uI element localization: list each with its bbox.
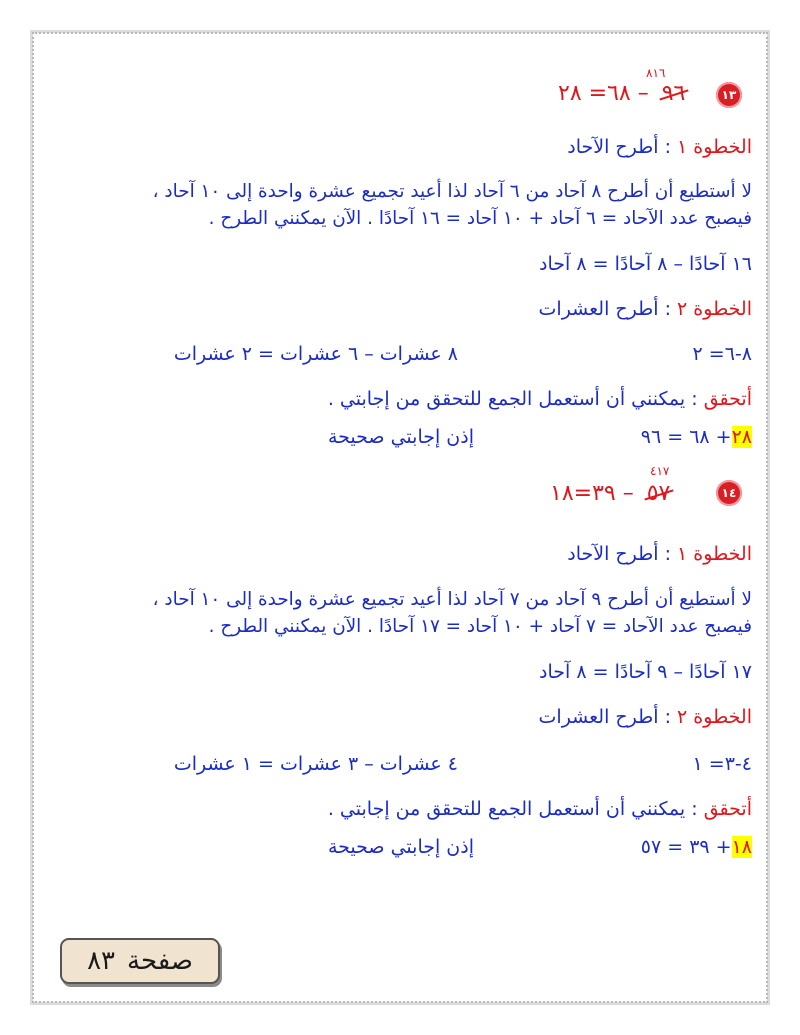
tens-short: ٨-٦= ٢	[692, 343, 752, 365]
check-equation	[641, 835, 752, 859]
highlighted-answer: ١٨	[731, 836, 752, 858]
problem-equation	[550, 480, 670, 508]
step2-line	[539, 705, 752, 729]
step2-line	[539, 297, 752, 321]
page-label: صفحة	[127, 946, 193, 976]
highlighted-answer: ٢٨	[731, 426, 752, 448]
step1-line	[567, 135, 752, 159]
question-number-badge: ١٣	[716, 82, 742, 108]
check-label: أتحقق	[703, 388, 752, 410]
tens-calculation: ٨ عشرات – ٦ عشرات = ٢ عشرات	[173, 343, 458, 365]
check-line	[328, 797, 752, 821]
step1-line	[567, 542, 752, 566]
conclusion: إذن إجابتي صحيحة	[327, 426, 474, 448]
check-text: : يمكنني أن أستعمل الجمع للتحقق من إجابتي .	[327, 388, 698, 410]
question-number-badge: ١٤	[716, 480, 742, 506]
check-sum: + ٦٨ = ٩٦	[640, 426, 732, 448]
step1-text: : أطرح الآحاد	[567, 136, 671, 158]
equation-rest: – ٦٨= ٢٨	[558, 81, 649, 106]
explanation-line-1: لا أستطيع أن أطرح ٩ آحاد من ٧ آحاد لذا أعيد تجميع عشرة واحدة إلى ١٠ آحاد ،	[152, 589, 752, 610]
check-label: أتحقق	[703, 798, 752, 820]
regroup-digits: ٨١٦	[646, 66, 666, 80]
regroup-digits: ٤١٧	[650, 464, 670, 478]
conclusion: إذن إجابتي صحيحة	[327, 836, 474, 858]
check-equation	[641, 425, 752, 449]
crossed-minuend: ٩٦	[661, 81, 686, 106]
step2-label: الخطوة ٢	[677, 706, 752, 728]
explanation-line-2: فيصبح عدد الآحاد = ٧ آحاد + ١٠ آحاد = ١٧ آحادًا . الآن يمكنني الطرح .	[208, 616, 752, 637]
step2-text: : أطرح العشرات	[538, 706, 671, 728]
ones-calculation: ١٦ آحادًا – ٨ آحادًا = ٨ آحاد	[539, 253, 752, 275]
ones-calculation: ١٧ آحادًا – ٩ آحادًا = ٨ آحاد	[539, 661, 752, 683]
check-sum: + ٣٩ = ٥٧	[640, 836, 732, 858]
explanation-line-2: فيصبح عدد الآحاد = ٦ آحاد + ١٠ آحاد = ١٦ آحادًا . الآن يمكنني الطرح .	[208, 208, 752, 229]
step1-text: : أطرح الآحاد	[567, 543, 671, 565]
problem-equation	[558, 80, 685, 108]
crossed-minuend: ٥٧	[646, 481, 671, 506]
check-line	[328, 387, 752, 411]
explanation-line-1: لا أستطيع أن أطرح ٨ آحاد من ٦ آحاد لذا أعيد تجميع عشرة واحدة إلى ١٠ آحاد ،	[152, 181, 752, 202]
step1-label: الخطوة ١	[677, 136, 752, 158]
step2-label: الخطوة ٢	[677, 298, 752, 320]
page-number-box	[60, 938, 220, 984]
tens-short: ٤-٣= ١	[692, 753, 752, 775]
tens-calculation: ٤ عشرات – ٣ عشرات = ١ عشرات	[173, 753, 458, 775]
step1-label: الخطوة ١	[677, 543, 752, 565]
equation-rest: – ٣٩=١٨	[550, 481, 634, 506]
check-text: : يمكنني أن أستعمل الجمع للتحقق من إجابتي .	[327, 798, 698, 820]
page-number: ٨٣	[87, 946, 115, 976]
step2-text: : أطرح العشرات	[538, 298, 671, 320]
